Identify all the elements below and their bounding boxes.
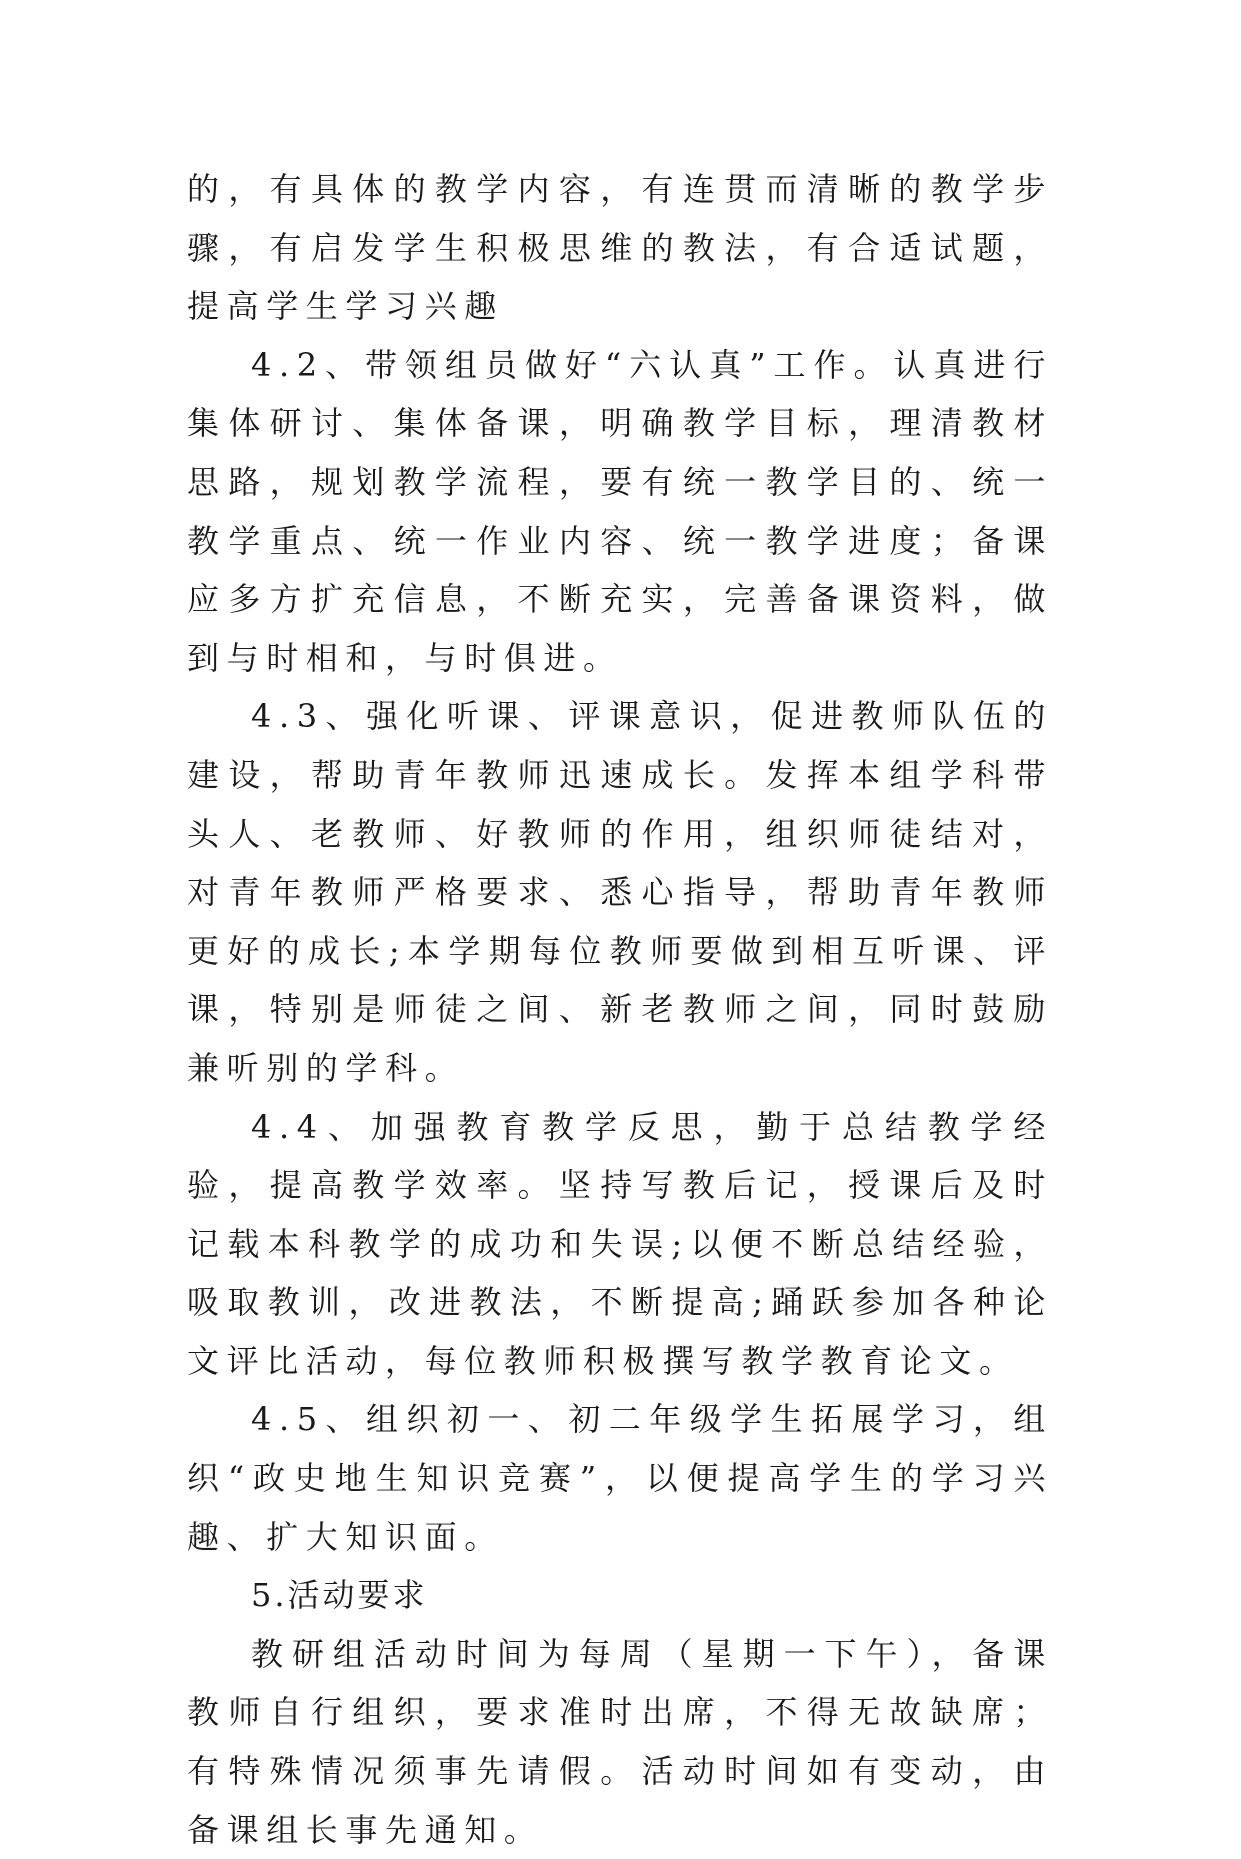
paragraph-4-5: 4.5、组织初一、初二年级学生拓展学习，组织“政史地生知识竞赛”，以便提高学生的学习兴趣、扩大知识面。 [187, 1400, 1053, 1556]
paragraph-4-2: 4.2、带领组员做好“六认真”工作。认真进行集体研讨、集体备课，明确教学目标，理清教材思路，规划教学流程，要有统一教学目的、统一教学重点、统一作业内容、统一教学进度；备课应多方扩充信息，不断充实，完善备课资料，做到与时相和，与时俱进。 [187, 345, 1053, 677]
document-body [187, 160, 1053, 1859]
paragraph-4-3: 4.3、强化听课、评课意识，促进教师队伍的建设，帮助青年教师迅速成长。发挥本组学科带头人、老教师、好教师的作用，组织师徒结对，对青年教师严格要求、悉心指导，帮助青年教师更好的成长;本学期每位教师要做到相互听课、评课，特别是师徒之间、新老教师之间，同时鼓励兼听别的学科。 [187, 697, 1053, 1087]
section-heading-5: 5.活动要求 [251, 1576, 428, 1615]
paragraph-continuation: 的，有具体的教学内容，有连贯而清晰的教学步骤，有启发学生积极思维的教法，有合适试题，提高学生学习兴趣 [187, 170, 1053, 326]
paragraph-4-4: 4.4、加强教育教学反思，勤于总结教学经验，提高教学效率。坚持写教后记，授课后及时记载本科教学的成功和失误;以便不断总结经验，吸取教训，改进教法，不断提高;踊跃参加各种论文评比活动，每位教师积极撰写教学教育论文。 [187, 1107, 1053, 1380]
paragraph-activity-requirements: 教研组活动时间为每周（星期一下午），备课教师自行组织，要求准时出席，不得无故缺席；有特殊情况须事先请假。活动时间如有变动，由备课组长事先通知。 [187, 1634, 1053, 1849]
